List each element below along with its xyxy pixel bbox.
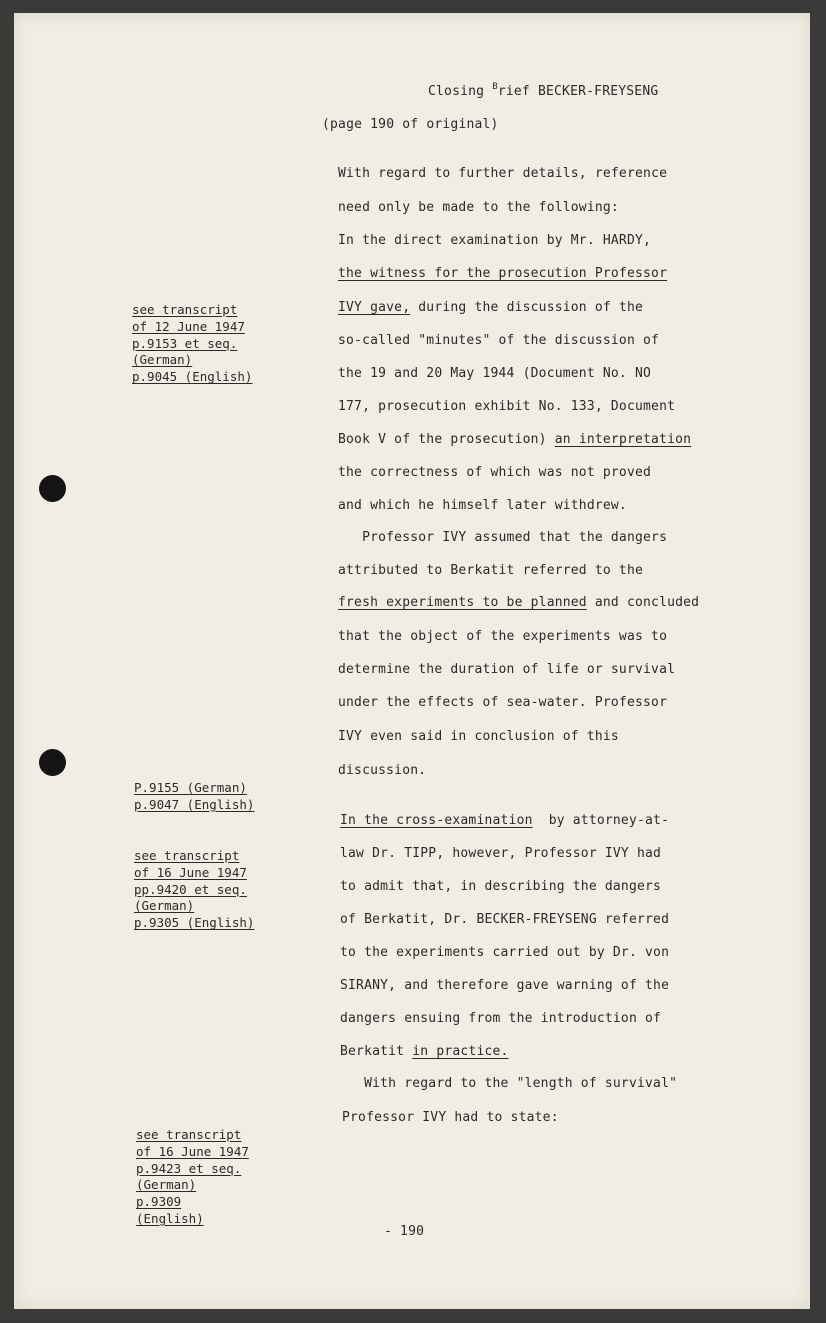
document-subtitle: (page 190 of original) bbox=[322, 117, 499, 132]
punch-hole bbox=[39, 749, 66, 776]
body-line: 177, prosecution exhibit No. 133, Document bbox=[338, 399, 676, 414]
body-line: so-called "minutes" of the discussion of bbox=[338, 333, 660, 348]
body-line: to the experiments carried out by Dr. von bbox=[340, 945, 670, 960]
body-line: IVY gave, during the discussion of the bbox=[338, 300, 644, 315]
body-line: Book V of the prosecution) an interpretation bbox=[338, 432, 692, 447]
body-line: dangers ensuing from the introduction of bbox=[340, 1011, 662, 1026]
body-line: IVY even said in conclusion of this bbox=[338, 729, 619, 744]
body-line: With regard to further details, reference bbox=[338, 166, 668, 181]
margin-note: P.9155 (German) p.9047 (English) bbox=[134, 780, 255, 812]
body-line: under the effects of sea-water. Professor bbox=[338, 695, 668, 710]
body-line: Berkatit in practice. bbox=[340, 1044, 509, 1059]
punch-hole bbox=[39, 475, 66, 502]
body-line: Professor IVY had to state: bbox=[342, 1110, 559, 1125]
body-line: determine the duration of life or survival bbox=[338, 662, 676, 677]
body-line: Professor IVY assumed that the dangers bbox=[338, 530, 668, 545]
body-line: that the object of the experiments was to bbox=[338, 629, 668, 644]
body-line: need only be made to the following: bbox=[338, 200, 619, 215]
body-line: In the cross-examination by attorney-at- bbox=[340, 813, 670, 828]
body-line: the correctness of which was not proved bbox=[338, 465, 652, 480]
body-line: attributed to Berkatit referred to the bbox=[338, 563, 644, 578]
body-line: law Dr. TIPP, however, Professor IVY had bbox=[340, 846, 662, 861]
body-line: In the direct examination by Mr. HARDY, bbox=[338, 233, 652, 248]
body-line: discussion. bbox=[338, 763, 427, 778]
body-line: to admit that, in describing the dangers bbox=[340, 879, 662, 894]
body-line: the witness for the prosecution Professor bbox=[338, 266, 668, 281]
document-page bbox=[14, 13, 810, 1309]
document-title: Closing $^B$rief BECKER-FREYSENG bbox=[428, 82, 659, 99]
body-line: and which he himself later withdrew. bbox=[338, 498, 627, 513]
body-line: of Berkatit, Dr. BECKER-FREYSENG referred bbox=[340, 912, 670, 927]
body-line: the 19 and 20 May 1944 (Document No. NO bbox=[338, 366, 652, 381]
margin-note: see transcript of 16 June 1947 pp.9420 et seq. (German) p.9305 (English) bbox=[134, 848, 255, 931]
body-line: fresh experiments to be planned and concluded bbox=[338, 595, 700, 610]
margin-note: see transcript of 16 June 1947 p.9423 et seq. (German) p.9309 (English) bbox=[136, 1127, 249, 1226]
margin-note: see transcript of 12 June 1947 p.9153 et seq. (German) p.9045 (English) bbox=[132, 302, 253, 385]
body-line: With regard to the "length of survival" bbox=[340, 1076, 678, 1091]
page-number: - 190 bbox=[384, 1224, 425, 1239]
body-line: SIRANY, and therefore gave warning of the bbox=[340, 978, 670, 993]
